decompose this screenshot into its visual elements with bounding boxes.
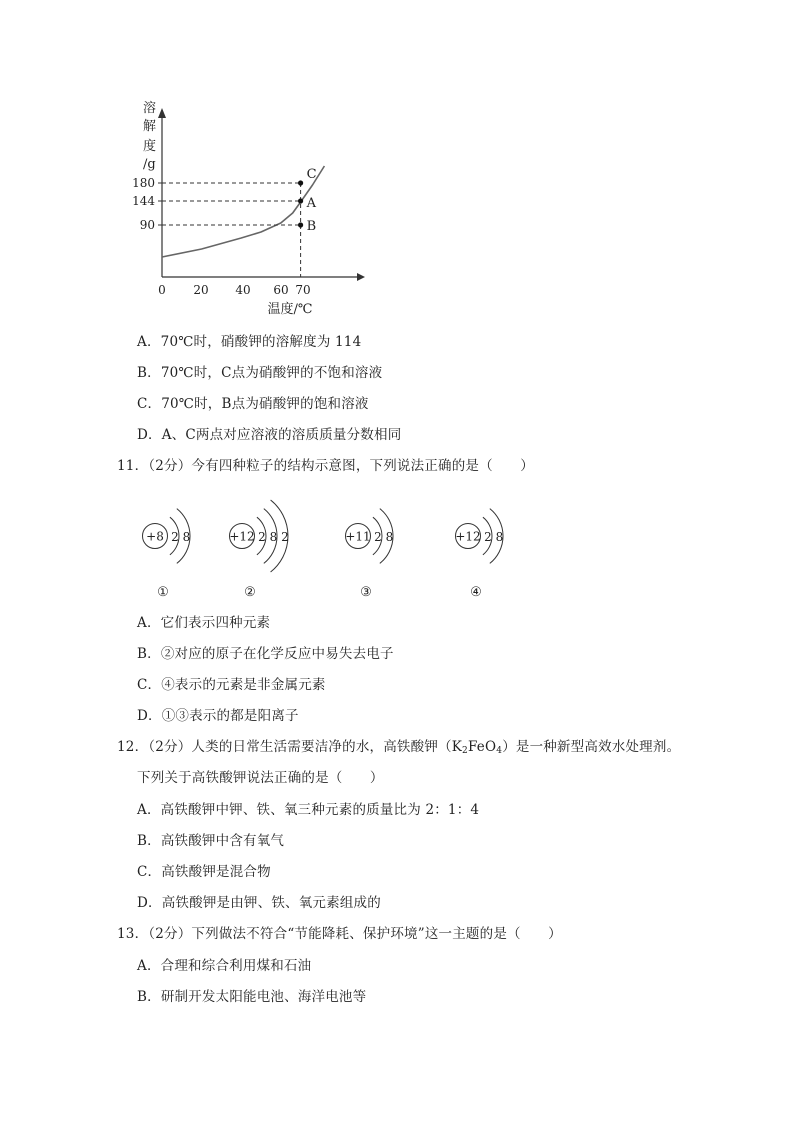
q12-stem-line2: 下列关于高铁酸钾说法正确的是（ ） <box>137 770 384 786</box>
shell-electron-count: 2 <box>171 530 179 544</box>
q11-option-b: B．②对应的原子在化学反应中易失去电子 <box>137 646 394 662</box>
shell-electron-count: 8 <box>269 530 278 544</box>
shell-electron-count: 2 <box>258 530 266 544</box>
q10-option-a: A．70℃时，硝酸钾的溶解度为 114 <box>137 334 362 350</box>
solubility-chart <box>132 98 375 320</box>
q12-sub-1: 2 <box>462 746 468 756</box>
x-tick-label: 60 <box>273 283 289 297</box>
nucleus-charge: +12 <box>455 529 481 544</box>
x-tick-label: 70 <box>295 283 311 297</box>
x-axis-label: 温度/℃ <box>267 302 313 317</box>
nucleus-charge: +12 <box>229 529 255 544</box>
point-label-C: C <box>306 167 317 182</box>
q12-option-b: B．高铁酸钾中含有氧气 <box>137 833 285 849</box>
q12-option-d: D．高铁酸钾是由钾、铁、氧元素组成的 <box>137 895 381 911</box>
q13-option-b: B．研制开发太阳能电池、海洋电池等 <box>137 989 367 1005</box>
q10-option-c: C．70℃时，B点为硝酸钾的饱和溶液 <box>137 396 369 412</box>
y-tick-label: 144 <box>132 194 155 208</box>
q12-stem <box>117 738 680 760</box>
y-axis-label-char: 度 <box>143 139 157 154</box>
q12-sub-2: 4 <box>496 746 503 756</box>
diagram-label: ② <box>244 585 256 600</box>
y-axis-label-char: 溶 <box>143 101 157 116</box>
point-C <box>298 180 303 185</box>
diagram-label: ④ <box>470 585 482 600</box>
x-axis-arrow <box>357 273 365 281</box>
shell-electron-count: 8 <box>495 530 504 544</box>
diagram-label: ③ <box>360 585 372 600</box>
q12-stem-part-b: FeO <box>467 739 497 755</box>
x-tick-label: 40 <box>235 283 251 297</box>
shell-electron-count: 2 <box>484 530 492 544</box>
q10-option-b: B．70℃时，C点为硝酸钾的不饱和溶液 <box>137 365 383 381</box>
x-tick-label: 20 <box>193 283 209 297</box>
nucleus-charge: +8 <box>146 529 164 544</box>
solubility-curve <box>162 166 324 257</box>
y-tick-label: 90 <box>139 218 155 232</box>
q11-option-c: C．④表示的元素是非金属元素 <box>137 677 326 693</box>
shell-electron-count: 8 <box>385 530 394 544</box>
x-tick-label: 0 <box>158 283 166 297</box>
point-B <box>298 222 303 227</box>
point-label-B: B <box>306 219 317 234</box>
point-label-A: A <box>306 196 316 211</box>
shell-electron-count: 2 <box>374 530 382 544</box>
q11-stem: 11．（2分）今有四种粒子的结构示意图，下列说法正确的是（ ） <box>117 458 534 474</box>
q13-stem: 13．（2分）下列做法不符合“节能降耗、保护环境”这一主题的是（ ） <box>117 926 562 942</box>
y-tick-label: 180 <box>132 176 155 190</box>
q12-option-c: C．高铁酸钾是混合物 <box>137 864 271 880</box>
shell-electron-count: 8 <box>182 530 191 544</box>
q12-stem-part-c: ）是一种新型高效水处理剂。 <box>502 739 681 755</box>
atomic-structure-diagrams <box>130 498 530 606</box>
q10-option-d: D．A、C两点对应溶液的溶质质量分数相同 <box>137 427 402 443</box>
q12-stem-part-a: 12．（2分）人类的日常生活需要洁净的水，高铁酸钾（K <box>117 739 463 755</box>
q11-option-a: A．它们表示四种元素 <box>137 615 271 631</box>
point-A <box>298 198 303 203</box>
y-axis-arrow <box>158 108 166 118</box>
q12-option-a: A．高铁酸钾中钾、铁、氧三种元素的质量比为 2：1：4 <box>137 802 480 818</box>
diagram-label: ① <box>157 585 169 600</box>
q13-option-a: A．合理和综合利用煤和石油 <box>137 958 312 974</box>
shell-electron-count: 2 <box>281 530 289 544</box>
q11-option-d: D．①③表示的都是阳离子 <box>137 708 299 724</box>
y-axis-label-char: 解 <box>143 119 157 134</box>
y-axis-label-char: /g <box>143 157 156 172</box>
nucleus-charge: +11 <box>345 529 371 544</box>
